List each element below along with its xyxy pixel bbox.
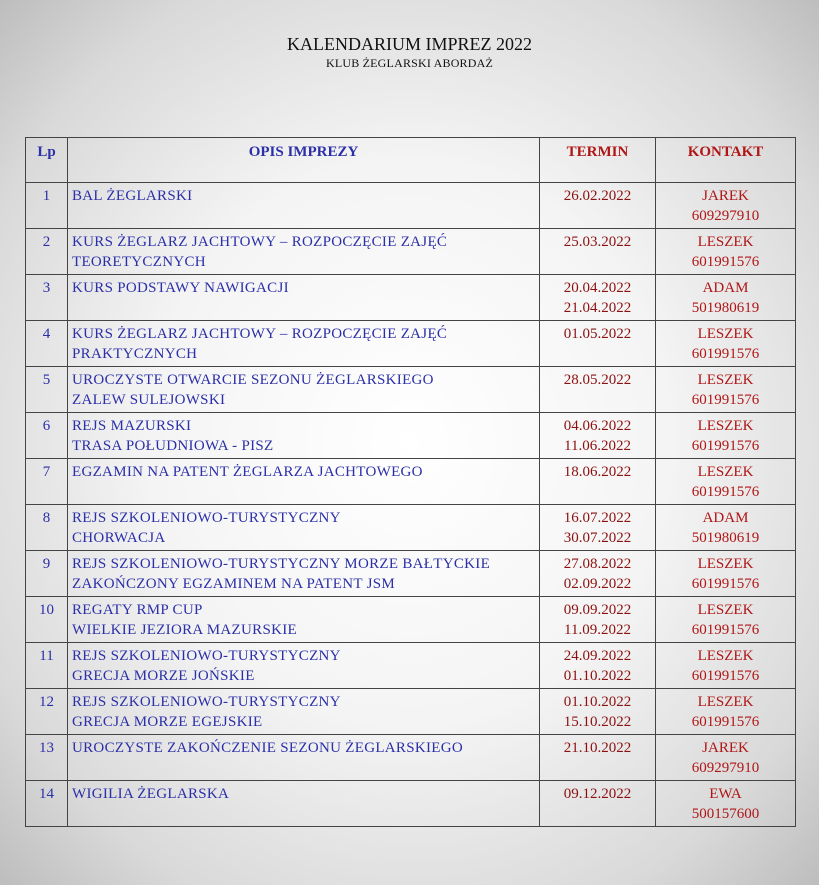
row-number-line: 14 — [39, 786, 54, 802]
event-date-line: 18.06.2022 — [563, 464, 632, 480]
event-contact-line: 500157600 — [691, 805, 760, 822]
event-description — [68, 183, 540, 229]
row-number-line: 8 — [42, 510, 51, 526]
row-number — [26, 735, 68, 781]
event-description-line: KURS PODSTAWY NAWIGACJI — [72, 280, 289, 296]
event-description — [68, 275, 540, 321]
event-contact — [656, 413, 796, 459]
event-date-line: 02.09.2022 — [563, 575, 632, 592]
event-date — [540, 183, 656, 229]
event-description-line: REJS SZKOLENIOWO-TURYSTYCZNY — [72, 510, 341, 526]
row-number — [26, 275, 68, 321]
event-contact-line: ADAM — [702, 510, 749, 526]
row-number — [26, 781, 68, 827]
event-date-line: 11.06.2022 — [564, 437, 631, 454]
table-row — [26, 689, 796, 735]
event-description-line: ZAKOŃCZONY EGZAMINEM NA PATENT JSM — [72, 575, 395, 592]
event-contact-line: 609297910 — [691, 759, 760, 776]
row-number-line: 5 — [42, 372, 51, 388]
event-date — [540, 551, 656, 597]
table-row — [26, 367, 796, 413]
event-description — [68, 551, 540, 597]
event-contact-line: 601991576 — [691, 667, 760, 684]
event-contact-line: 601991576 — [691, 437, 760, 454]
event-contact — [656, 689, 796, 735]
event-contact-line: LESZEK — [697, 648, 754, 664]
event-date — [540, 459, 656, 505]
event-description — [68, 597, 540, 643]
event-contact — [656, 781, 796, 827]
event-date-line: 04.06.2022 — [563, 418, 632, 434]
event-contact — [656, 643, 796, 689]
event-date-line: 09.12.2022 — [563, 786, 632, 802]
event-contact — [656, 597, 796, 643]
table-row — [26, 459, 796, 505]
event-contact-line: 609297910 — [691, 207, 760, 224]
event-date — [540, 689, 656, 735]
event-description-line: GRECJA MORZE JOŃSKIE — [72, 667, 255, 684]
event-description — [68, 459, 540, 505]
event-contact-line: LESZEK — [697, 464, 754, 480]
row-number — [26, 689, 68, 735]
event-description-line: REJS SZKOLENIOWO-TURYSTYCZNY MORZE BAŁTYCKIE — [72, 556, 491, 572]
event-date-line: 01.05.2022 — [563, 326, 632, 342]
events-table — [25, 137, 796, 827]
table-row — [26, 321, 796, 367]
row-number — [26, 643, 68, 689]
event-contact — [656, 275, 796, 321]
row-number-line: 2 — [42, 234, 51, 250]
row-number — [26, 321, 68, 367]
event-contact-line: 501980619 — [691, 529, 760, 546]
event-contact-line: LESZEK — [697, 418, 754, 434]
event-contact-line: 601991576 — [691, 253, 760, 270]
event-description-line: REJS MAZURSKI — [72, 418, 192, 434]
row-number-line: 3 — [42, 280, 51, 296]
page-subtitle: KLUB ŻEGLARSKI ABORDAŻ — [325, 56, 494, 70]
event-contact-line: LESZEK — [697, 694, 754, 710]
event-description-line: WIGILIA ŻEGLARSKA — [72, 786, 230, 802]
table-row — [26, 183, 796, 229]
event-description — [68, 643, 540, 689]
event-date — [540, 643, 656, 689]
page-title: KALENDARIUM IMPREZ 2022 — [287, 34, 532, 54]
row-number — [26, 459, 68, 505]
event-description-line: KURS ŻEGLARZ JACHTOWY – ROZPOCZĘCIE ZAJĘĆ — [72, 234, 448, 250]
event-contact-line: 501980619 — [691, 299, 760, 316]
event-date-line: 28.05.2022 — [563, 372, 632, 388]
row-number-line: 9 — [42, 556, 51, 572]
event-description — [68, 413, 540, 459]
row-number-line: 4 — [42, 326, 51, 342]
event-description-line: EGZAMIN NA PATENT ŻEGLARZA JACHTOWEGO — [72, 464, 423, 480]
event-date-line: 26.02.2022 — [563, 188, 632, 204]
event-contact-line: LESZEK — [697, 372, 754, 388]
event-contact — [656, 551, 796, 597]
event-description — [68, 735, 540, 781]
event-contact — [656, 735, 796, 781]
event-description — [68, 781, 540, 827]
event-contact — [656, 229, 796, 275]
event-date-line: 11.09.2022 — [564, 621, 631, 638]
event-description-line: UROCZYSTE ZAKOŃCZENIE SEZONU ŻEGLARSKIEGO — [72, 740, 464, 756]
event-contact-line: LESZEK — [697, 602, 754, 618]
event-date — [540, 505, 656, 551]
table-row — [26, 229, 796, 275]
event-description-line: TEORETYCZNYCH — [72, 253, 206, 270]
event-date-line: 20.04.2022 — [563, 280, 632, 296]
row-number-line: 7 — [42, 464, 51, 480]
event-contact-line: 601991576 — [691, 391, 760, 408]
row-number-line: 1 — [42, 188, 51, 204]
event-contact-line: 601991576 — [691, 621, 760, 638]
event-description-line: KURS ŻEGLARZ JACHTOWY – ROZPOCZĘCIE ZAJĘĆ — [72, 326, 448, 342]
row-number-line: 12 — [39, 694, 54, 710]
event-description-line: GRECJA MORZE EGEJSKIE — [72, 713, 263, 730]
table-row — [26, 551, 796, 597]
event-contact-line: JAREK — [702, 188, 749, 204]
table-row — [26, 505, 796, 551]
table-row — [26, 781, 796, 827]
event-date — [540, 781, 656, 827]
event-contact — [656, 367, 796, 413]
table-row — [26, 643, 796, 689]
event-date — [540, 321, 656, 367]
row-number — [26, 367, 68, 413]
row-number — [26, 597, 68, 643]
event-description-line: BAL ŻEGLARSKI — [72, 188, 193, 204]
row-number-line: 6 — [42, 418, 51, 434]
row-number — [26, 229, 68, 275]
event-contact — [656, 505, 796, 551]
event-description-line: REGATY RMP CUP — [72, 602, 203, 618]
event-contact-line: LESZEK — [697, 326, 754, 342]
row-number-line: 13 — [39, 740, 54, 756]
event-contact-line: 601991576 — [691, 575, 760, 592]
column-header-lp: Lp — [26, 138, 68, 183]
column-header-description: OPIS IMPREZY — [68, 138, 540, 183]
event-date — [540, 413, 656, 459]
event-contact — [656, 321, 796, 367]
event-date-line: 25.03.2022 — [563, 234, 632, 250]
event-description-line: UROCZYSTE OTWARCIE SEZONU ŻEGLARSKIEGO — [72, 372, 434, 388]
column-header-contact: KONTAKT — [656, 138, 796, 183]
event-date-line: 09.09.2022 — [563, 602, 632, 618]
row-number — [26, 505, 68, 551]
event-date-line: 15.10.2022 — [563, 713, 632, 730]
event-contact-line: JAREK — [702, 740, 749, 756]
event-description-line: REJS SZKOLENIOWO-TURYSTYCZNY — [72, 694, 341, 710]
event-date-line: 01.10.2022 — [563, 694, 632, 710]
column-header-date: TERMIN — [540, 138, 656, 183]
event-contact-line: 601991576 — [691, 345, 760, 362]
event-description-line: ZALEW SULEJOWSKI — [72, 391, 226, 408]
event-date — [540, 229, 656, 275]
event-contact-line: ADAM — [702, 280, 749, 296]
event-contact-line: EWA — [709, 786, 742, 802]
row-number — [26, 183, 68, 229]
event-description — [68, 689, 540, 735]
event-contact — [656, 459, 796, 505]
event-contact-line: 601991576 — [691, 713, 760, 730]
event-description — [68, 505, 540, 551]
event-description-line: CHORWACJA — [72, 529, 166, 546]
table-row — [26, 597, 796, 643]
event-date — [540, 275, 656, 321]
event-date — [540, 597, 656, 643]
row-number-line: 10 — [39, 602, 54, 618]
event-date-line: 01.10.2022 — [563, 667, 632, 684]
event-description-line: REJS SZKOLENIOWO-TURYSTYCZNY — [72, 648, 341, 664]
event-description — [68, 321, 540, 367]
event-date-line: 24.09.2022 — [563, 648, 632, 664]
row-number-line: 11 — [39, 648, 54, 664]
table-header-row — [26, 138, 796, 183]
event-description — [68, 229, 540, 275]
event-date — [540, 735, 656, 781]
event-contact-line: LESZEK — [697, 234, 754, 250]
event-date-line: 30.07.2022 — [563, 529, 632, 546]
event-date — [540, 367, 656, 413]
event-date-line: 27.08.2022 — [563, 556, 632, 572]
table-row — [26, 735, 796, 781]
event-description-line: PRAKTYCZNYCH — [72, 345, 198, 362]
table-row — [26, 275, 796, 321]
row-number — [26, 413, 68, 459]
event-contact-line: 601991576 — [691, 483, 760, 500]
event-contact-line: LESZEK — [697, 556, 754, 572]
event-description-line: WIELKIE JEZIORA MAZURSKIE — [72, 621, 297, 638]
event-contact — [656, 183, 796, 229]
row-number — [26, 551, 68, 597]
event-date-line: 21.10.2022 — [563, 740, 632, 756]
event-date-line: 16.07.2022 — [563, 510, 632, 526]
event-date-line: 21.04.2022 — [563, 299, 632, 316]
event-description-line: TRASA POŁUDNIOWA - PISZ — [72, 437, 274, 454]
table-row — [26, 413, 796, 459]
event-description — [68, 367, 540, 413]
